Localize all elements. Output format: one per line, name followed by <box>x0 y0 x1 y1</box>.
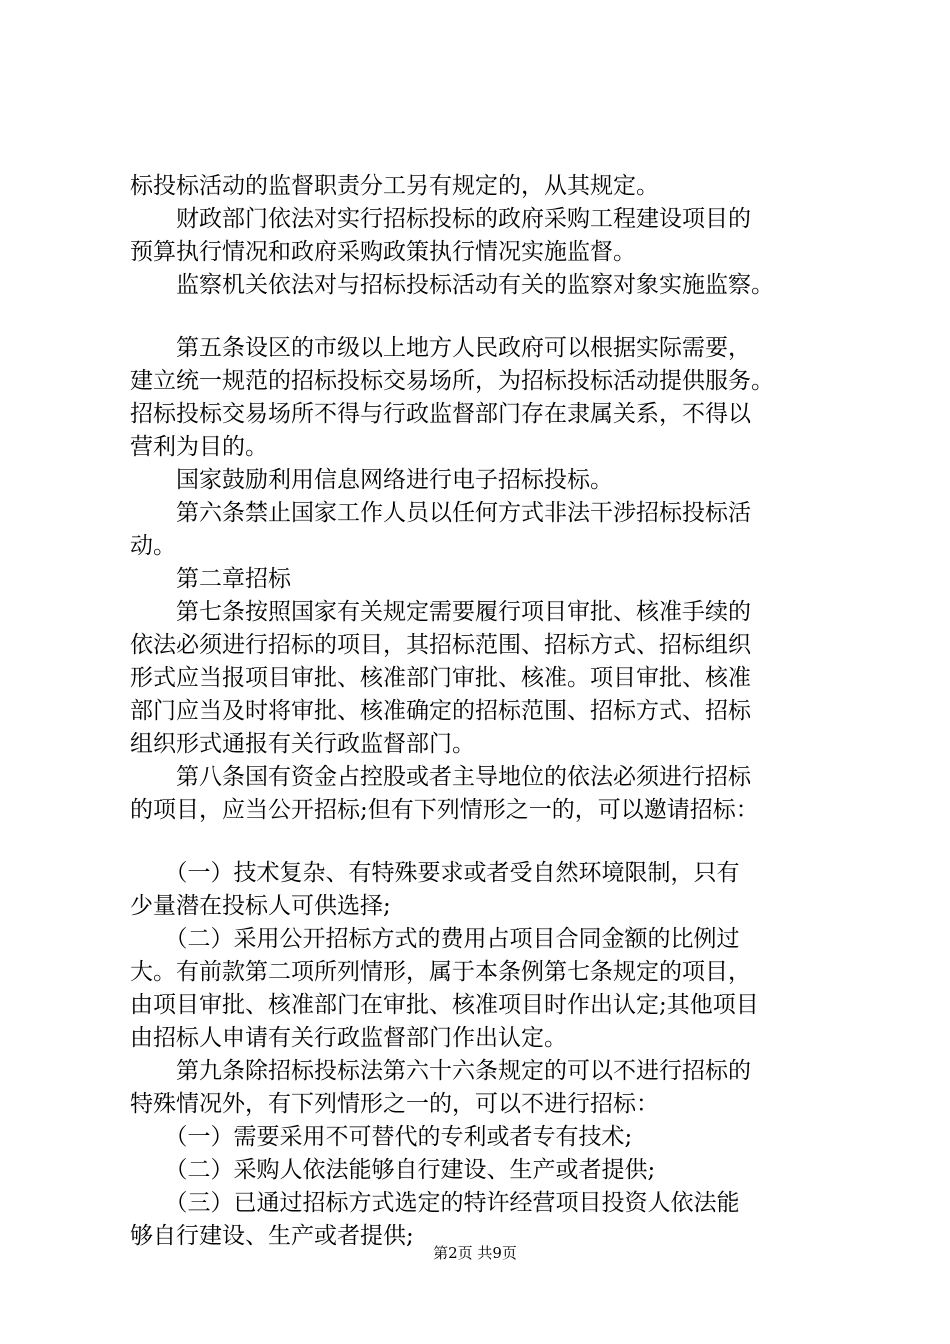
text-line: 建立统一规范的招标投标交易场所，为招标投标活动提供服务。 <box>130 368 774 394</box>
text-line: 监察机关依法对与招标投标活动有关的监察对象实施监察。 <box>130 272 774 298</box>
text-line: （二）采用公开招标方式的费用占项目合同金额的比例过 <box>130 926 740 952</box>
text-line: 形式应当报项目审批、核准部门审批、核准。项目审批、核准 <box>130 665 751 691</box>
paragraph-gap <box>130 827 830 857</box>
text-line: （二）采购人依法能够自行建设、生产或者提供; <box>130 1157 656 1183</box>
text-line: 招标投标交易场所不得与行政监督部门存在隶属关系，不得以 <box>130 401 751 427</box>
text-line: 第五条设区的市级以上地方人民政府可以根据实际需要， <box>130 335 751 361</box>
text-line: 特殊情况外，有下列情形之一的，可以不进行招标： <box>130 1091 659 1117</box>
text-line: 第七条按照国家有关规定需要履行项目审批、核准手续的 <box>130 599 751 625</box>
text-line: 第六条禁止国家工作人员以任何方式非法干涉招标投标活 <box>130 500 751 526</box>
text-line: 由招标人申请有关行政监督部门作出认定。 <box>130 1025 567 1051</box>
text-line: 营利为目的。 <box>130 434 268 460</box>
text-line: 组织形式通报有关行政监督部门。 <box>130 731 475 757</box>
text-line: （一）需要采用不可替代的专利或者专有技术; <box>130 1124 633 1150</box>
document-body <box>130 170 830 1253</box>
text-line: 财政部门依法对实行招标投标的政府采购工程建设项目的 <box>130 206 751 232</box>
text-line: 动。 <box>130 533 176 559</box>
text-line: 大。有前款第二项所列情形，属于本条例第七条规定的项目， <box>130 959 751 985</box>
text-line: 第八条国有资金占控股或者主导地位的依法必须进行招标 <box>130 764 751 790</box>
text-line: 依法必须进行招标的项目，其招标范围、招标方式、招标组织 <box>130 632 751 658</box>
paragraph-gap <box>130 302 830 332</box>
text-line: 的项目，应当公开招标;但有下列情形之一的，可以邀请招标： <box>130 797 759 823</box>
text-line: 由项目审批、核准部门在审批、核准项目时作出认定;其他项目 <box>130 992 759 1018</box>
text-line: 标投标活动的监督职责分工另有规定的，从其规定。 <box>130 173 659 199</box>
page-number-footer: 第2页 共9页 <box>433 1244 517 1262</box>
text-line: 部门应当及时将审批、核准确定的招标范围、招标方式、招标 <box>130 698 751 724</box>
text-line: （三）已通过招标方式选定的特许经营项目投资人依法能 <box>130 1190 740 1216</box>
text-line: （一）技术复杂、有特殊要求或者受自然环境限制，只有 <box>130 860 740 886</box>
text-line: 预算执行情况和政府采购政策执行情况实施监督。 <box>130 239 636 265</box>
text-line: 够自行建设、生产或者提供; <box>130 1223 414 1249</box>
text-line: 国家鼓励利用信息网络进行电子招标投标。 <box>130 467 613 493</box>
text-line: 少量潜在投标人可供选择; <box>130 893 391 919</box>
text-line: 第九条除招标投标法第六十六条规定的可以不进行招标的 <box>130 1058 751 1084</box>
chapter-heading: 第二章招标 <box>130 566 291 592</box>
